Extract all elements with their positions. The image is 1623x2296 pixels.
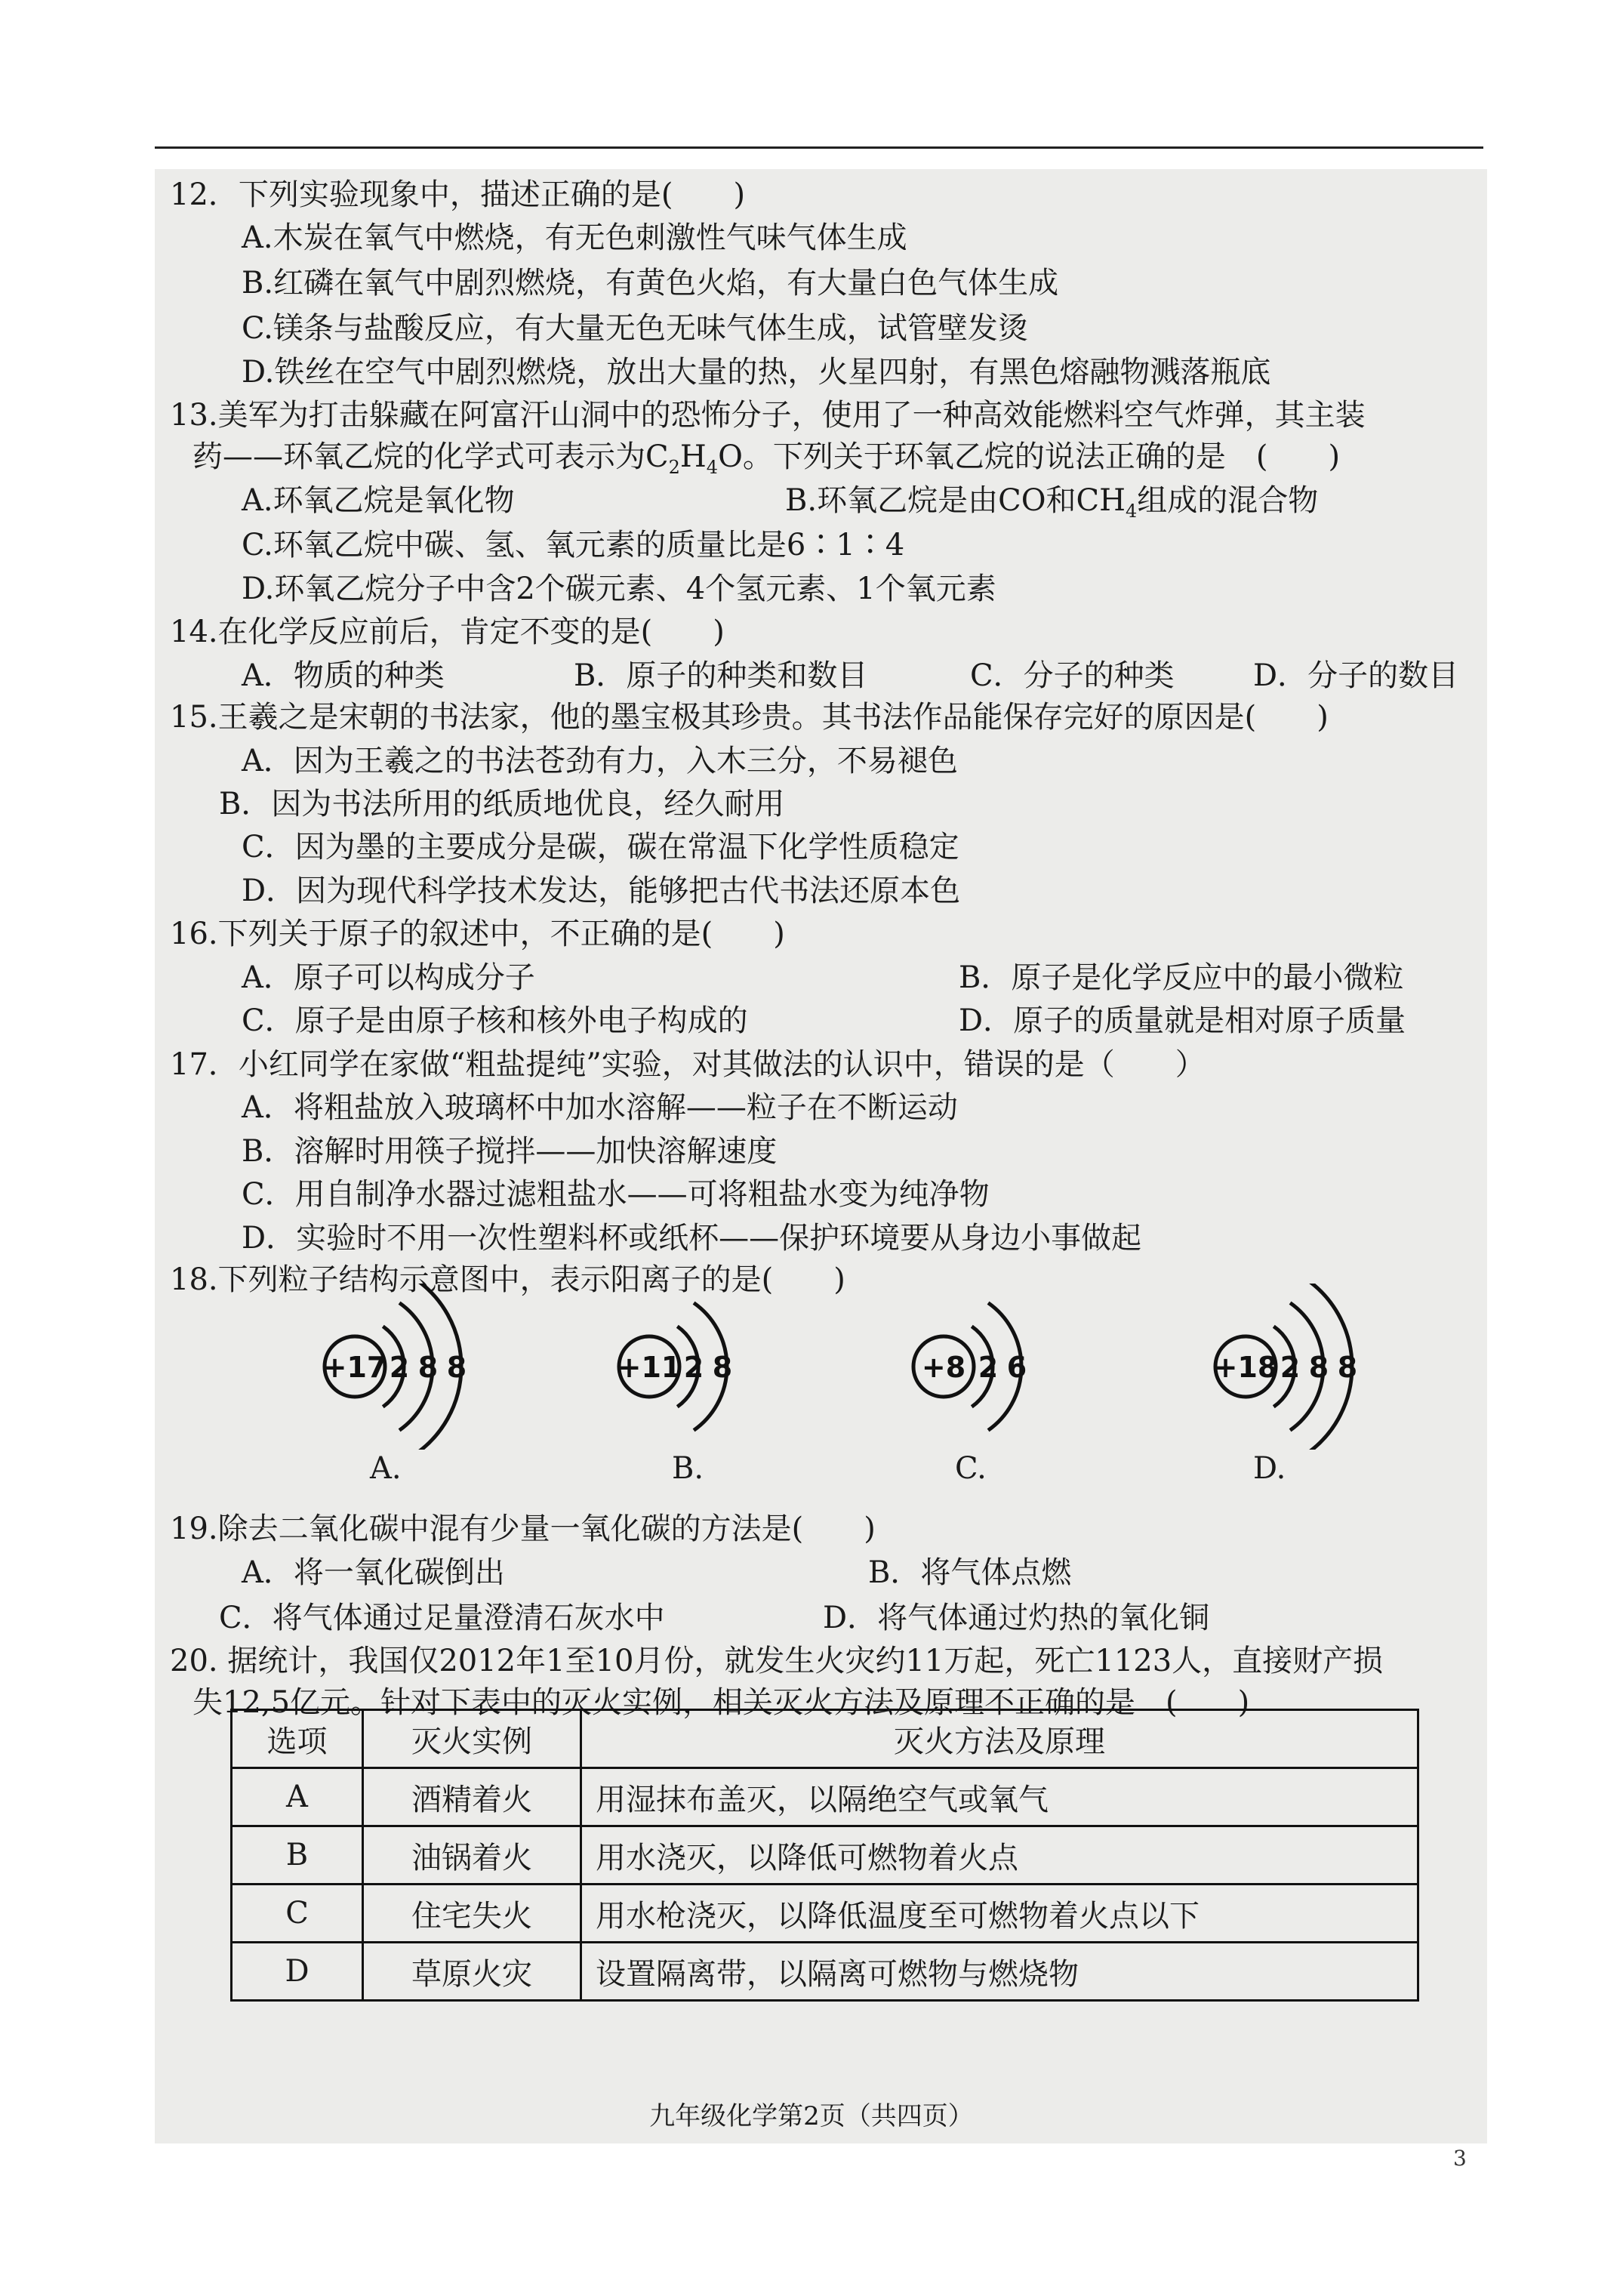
table-cell-option: C [232,1885,363,1943]
page-footer: 九年级化学第2页（共四页） [649,2101,974,2131]
electron-count: 8 [446,1351,467,1384]
table-row [232,1885,1418,1943]
q14-option-a: A．物质的种类 [242,658,445,693]
table-cell-example: 油锅着火 [363,1826,581,1885]
q17-option-c: C．用自制净水器过滤粗盐水——可将粗盐水变为纯净物 [242,1177,990,1212]
q15-option-d: D．因为现代科学技术发达，能够把古代书法还原本色 [242,874,961,908]
q12-stem: 12．下列实验现象中，描述正确的是( ) [170,177,746,212]
q19-option-b: B．将气体点燃 [868,1555,1072,1590]
q16-option-c: C．原子是由原子核和核外电子构成的 [242,1003,748,1038]
table-row [232,1826,1418,1885]
table-header-row [232,1710,1418,1768]
q18-diagram-label-a: A. [370,1451,402,1486]
q14-option-d: D．分子的数目 [1253,658,1459,693]
nucleus-charge: +11 [617,1351,682,1384]
electron-count: 8 [417,1351,439,1384]
table-cell-option: A [232,1768,363,1826]
table-cell-example: 酒精着火 [363,1768,581,1826]
q13-option-d: D.环氧乙烷分子中含2个碳元素、4个氢元素、1个氧元素 [242,572,996,606]
atom-diagram-d [1214,1284,1358,1450]
table-cell-example: 草原火灾 [363,1943,581,2001]
table-cell-method: 设置隔离带，以隔离可燃物与燃烧物 [581,1943,1418,2001]
atom-diagram-b [617,1303,733,1431]
q16-option-b: B．原子是化学反应中的最小微粒 [959,960,1404,995]
table-cell-option: B [232,1826,363,1885]
q17-option-b: B．溶解时用筷子搅拌——加快溶解速度 [242,1134,778,1169]
q18-diagram-label-c: C. [955,1451,987,1486]
nucleus-charge: +8 [921,1351,966,1384]
q17-option-a: A．将粗盐放入玻璃杯中加水溶解——粒子在不断运动 [242,1090,958,1125]
q15-option-a: A．因为王羲之的书法苍劲有力，入木三分，不易褪色 [242,744,958,778]
atom-diagram-c [913,1303,1027,1431]
q18-diagram-label-d: D. [1253,1451,1286,1486]
table-header-cell: 选项 [232,1710,363,1768]
q19-option-a: A．将一氧化碳倒出 [242,1555,505,1590]
q18-diagram-label-b: B. [672,1451,704,1486]
electron-count: 8 [712,1351,733,1384]
q17-stem: 17．小红同学在家做“粗盐提纯”实验，对其做法的认识中，错误的是（ ） [170,1047,1206,1082]
electron-count: 8 [1308,1351,1329,1384]
table-cell-method: 用水枪浇灭，以降低温度至可燃物着火点以下 [581,1885,1418,1943]
fire-extinguishing-table [230,1709,1419,2002]
q12-option-c: C.镁条与盐酸反应，有大量无色无味气体生成，试管壁发烫 [242,311,1028,346]
q15-stem: 15.王羲之是宋朝的书法家，他的墨宝极其珍贵。其书法作品能保存完好的原因是( ) [170,700,1329,735]
electron-count: 8 [1337,1351,1358,1384]
q20-stem-line2: 失12,5亿元。针对下表中的灭火实例，相关灭火方法及原理不正确的是 ( ) [192,1685,1250,1720]
table-cell-method: 用湿抹布盖灭，以隔绝空气或氧气 [581,1768,1418,1826]
q19-stem: 19.除去二氧化碳中混有少量一氧化碳的方法是( ) [170,1512,876,1546]
electron-count: 2 [1280,1351,1301,1384]
nucleus-charge: +17 [322,1351,387,1384]
q18-stem: 18.下列粒子结构示意图中，表示阳离子的是( ) [170,1262,845,1297]
q12-option-b: B.红磷在氧气中剧烈燃烧，有黄色火焰，有大量白色气体生成 [242,266,1059,300]
table-header-cell: 灭火实例 [363,1710,581,1768]
q14-option-c: C．分子的种类 [970,658,1175,693]
atom-diagram-a [323,1284,467,1450]
nucleus-charge: +18 [1213,1351,1278,1384]
q13-stem-line1: 13.美军为打击躲藏在阿富汗山洞中的恐怖分子，使用了一种高效能燃料空气炸弹，其主装 [170,398,1366,433]
q13-stem-line2: 药——环氧乙烷的化学式可表示为$C_2H_4O$。下列关于环氧乙烷的说法正确的是 ( ) [192,439,1341,478]
electron-count: 2 [683,1351,704,1384]
q13-option-a: A.环氧乙烷是氧化物 [242,483,515,518]
q17-option-d: D．实验时不用一次性塑料杯或纸杯——保护环境要从身边小事做起 [242,1221,1142,1256]
table-row [232,1943,1418,2001]
q12-option-d: D.铁丝在空气中剧烈燃烧，放出大量的热，火星四射，有黑色熔融物溅落瓶底 [242,355,1271,390]
electron-count: 6 [1006,1351,1027,1384]
q20-stem-line1: 20. 据统计，我国仅2012年1至10月份，就发生火灾约11万起，死亡1123人，直接财产损 [170,1644,1384,1678]
q13-option-b: B.环氧乙烷是由CO和$CH_4$组成的混合物 [785,483,1319,522]
electron-count: 2 [389,1351,410,1384]
q19-option-d: D．将气体通过灼热的氧化铜 [823,1601,1210,1635]
table-cell-option: D [232,1943,363,2001]
q12-option-a: A.木炭在氧气中燃烧，有无色刺激性气味气体生成 [242,220,907,255]
q14-option-b: B．原子的种类和数目 [574,658,868,693]
q13-option-c: C.环氧乙烷中碳、氢、氧元素的质量比是6∶1∶4 [242,528,905,562]
table-cell-example: 住宅失火 [363,1885,581,1943]
q16-option-d: D．原子的质量就是相对原子质量 [959,1003,1406,1038]
table-row [232,1768,1418,1826]
q16-stem: 16.下列关于原子的叙述中，不正确的是( ) [170,917,785,951]
q14-stem: 14.在化学反应前后，肯定不变的是( ) [170,615,725,649]
particle-structure-diagrams [287,1284,1381,1450]
electron-count: 2 [978,1351,999,1384]
q15-option-b: B．因为书法所用的纸质地优良，经久耐用 [219,787,785,821]
table-header-cell: 灭火方法及原理 [581,1710,1418,1768]
table-cell-method: 用水浇灭，以降低可燃物着火点 [581,1826,1418,1885]
q19-option-c: C．将气体通过足量澄清石灰水中 [219,1601,665,1635]
q16-option-a: A．原子可以构成分子 [242,960,535,995]
page-number: 3 [1453,2146,1467,2171]
q15-option-c: C．因为墨的主要成分是碳，碳在常温下化学性质稳定 [242,830,959,864]
